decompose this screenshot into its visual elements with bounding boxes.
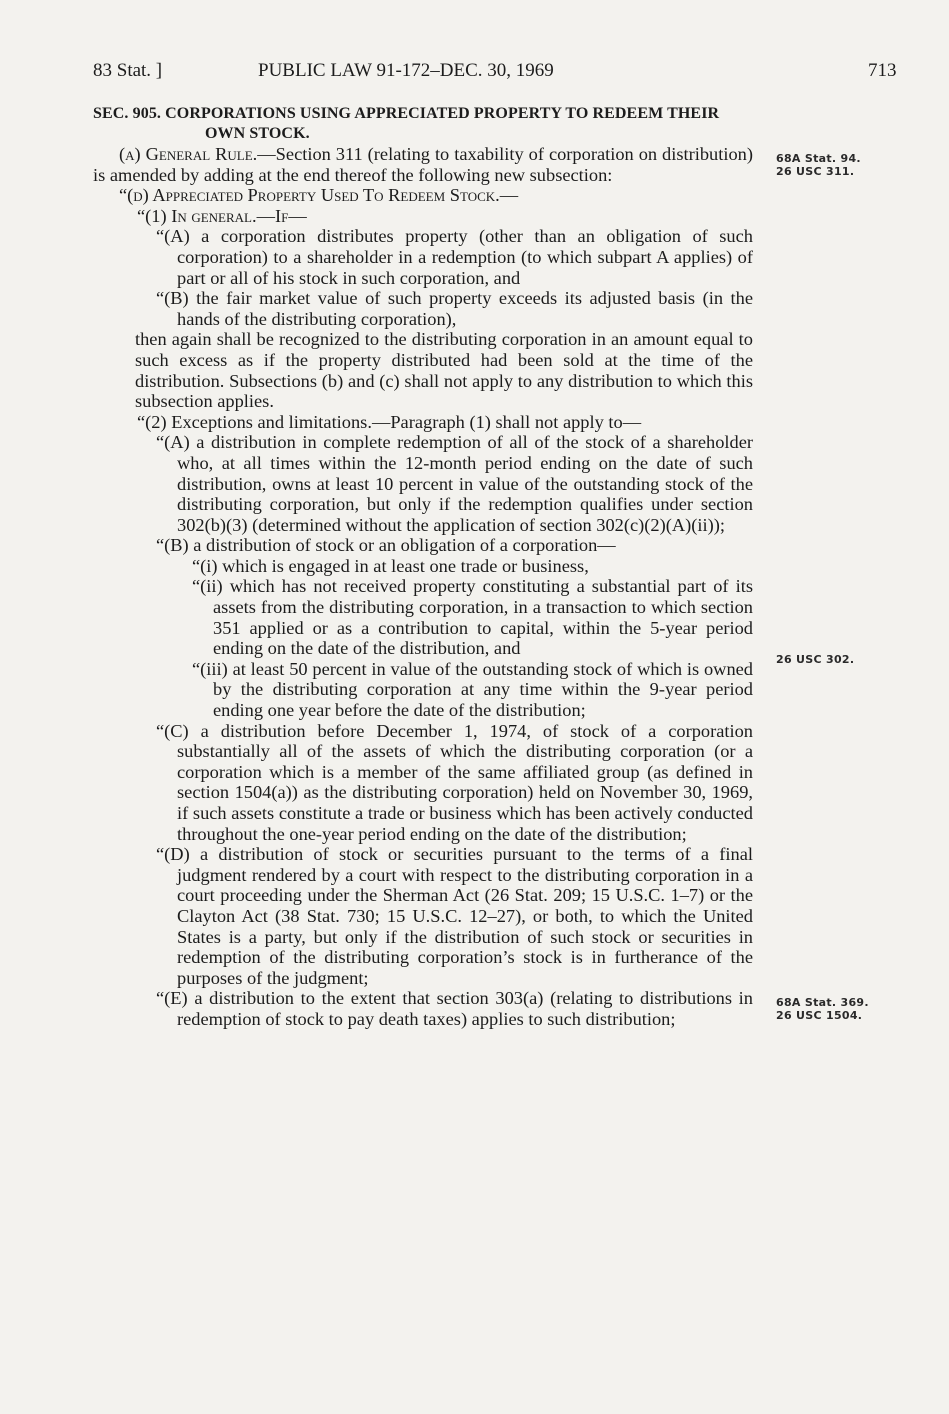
- margin-note-1504-line1: 68A Stat. 369.: [776, 996, 869, 1009]
- paragraph-a-label: (a) General Rule.: [119, 144, 258, 164]
- clause-d1-A: “(A) a corporation distributes property (other than an obligation of such corporation) to a shareholder in a redemption (to which subpart A applies) of part or all of his stock in such corporation, and: [156, 226, 753, 288]
- margin-note-1504-line2: 26 USC 1504.: [776, 1009, 863, 1022]
- document-body: [93, 104, 753, 1030]
- paragraph-d2-heading: “(2) Exceptions and limitations.—Paragraph (1) shall not apply to—: [137, 411, 642, 432]
- paragraph-a-text: —Section 311 (relating to taxability of corporation on distribution) is amended by adding at the end thereof the following new subsection:: [93, 144, 753, 185]
- subsection-d-heading: “(d) Appreciated Property Used To Redeem Stock.—: [119, 185, 519, 206]
- paragraph-a: [93, 144, 753, 185]
- clause-d2-D: “(D) a distribution of stock or securities pursuant to the terms of a final judgment rendered by a court with respect to the distributing corporation in a court proceeding under the Sherman Act (26 Stat. 209; 15 U.S.C. 1–7) or the Clayton Act (38 Stat. 730; 15 U.S.C. 12–27), or both, to which the United States is a party, but only if the distribution of such stock or securities in redemption of the distributing corporation’s stock is in furtherance of the purposes of the judgment;: [156, 844, 753, 988]
- clause-d2-B: “(B) a distribution of stock or an obligation of a corporation—: [156, 535, 616, 556]
- paragraph-d1-continuation: then again shall be recognized to the distributing corporation in an amount equal to such excess as if the property distributed had been sold at the time of the distribution. Subsections (b) and (c) shall not apply to any distribution to which this subsection applies.: [135, 329, 753, 412]
- margin-note-302-line1: 26 USC 302.: [776, 653, 855, 666]
- header-title: PUBLIC LAW 91-172–DEC. 30, 1969: [258, 60, 554, 81]
- section-title: SEC. 905. CORPORATIONS USING APPRECIATED PROPERTY TO REDEEM THEIR OWN STOCK.: [93, 105, 720, 142]
- margin-note-302: [776, 653, 886, 666]
- header-statute-ref: 83 Stat. ]: [93, 60, 163, 81]
- clause-d2-B-ii: “(ii) which has not received property constituting a substantial part of its assets from the distributing corporation, in a transaction to which section 351 applied or as a contribution to capital, within the 5-year period ending on the date of the distribution, and: [192, 576, 753, 659]
- clause-d2-E: “(E) a distribution to the extent that section 303(a) (relating to distributions in redemption of stock to pay death taxes) applies to such distribution;: [156, 988, 753, 1029]
- clause-d2-B-iii: “(iii) at least 50 percent in value of the outstanding stock of which is owned by the distributing corporation at any time within the 9-year period ending one year before the date of the distribution;: [192, 658, 753, 721]
- margin-note-311-line2: 26 USC 311.: [776, 165, 855, 178]
- margin-note-1504: [776, 996, 886, 1022]
- page-number: 713: [868, 60, 897, 81]
- clause-d1-B: “(B) the fair market value of such property exceeds its adjusted basis (in the hands of the distributing corporation),: [156, 288, 753, 329]
- clause-d2-B-i: “(i) which is engaged in at least one trade or business,: [192, 555, 589, 576]
- paragraph-d1-heading: “(1) In general.—If—: [137, 205, 307, 226]
- margin-note-311-line1: 68A Stat. 94.: [776, 152, 861, 165]
- page-header: [0, 60, 949, 90]
- clause-d2-A: “(A) a distribution in complete redemption of all of the stock of a shareholder who, at all times within the 12-month period ending on the date of such distribution, owns at least 10 percent in value of the outstanding stock of the distributing corporation, but only if the redemption qualifies under section 302(b)(3) (determined without the application of section 302(c)(2)(A)(ii));: [156, 432, 753, 535]
- clause-d2-C: “(C) a distribution before December 1, 1974, of stock of a corporation substantially all of the assets of which the distributing corporation (or a corporation which is a member of the same affiliated group (as defined in section 1504(a)) as the distributing corporation) held on November 30, 1969, if such assets constitute a trade or business which has been actively conducted throughout the one-year period ending on the date of the distribution;: [156, 720, 753, 844]
- margin-note-311: [776, 152, 886, 178]
